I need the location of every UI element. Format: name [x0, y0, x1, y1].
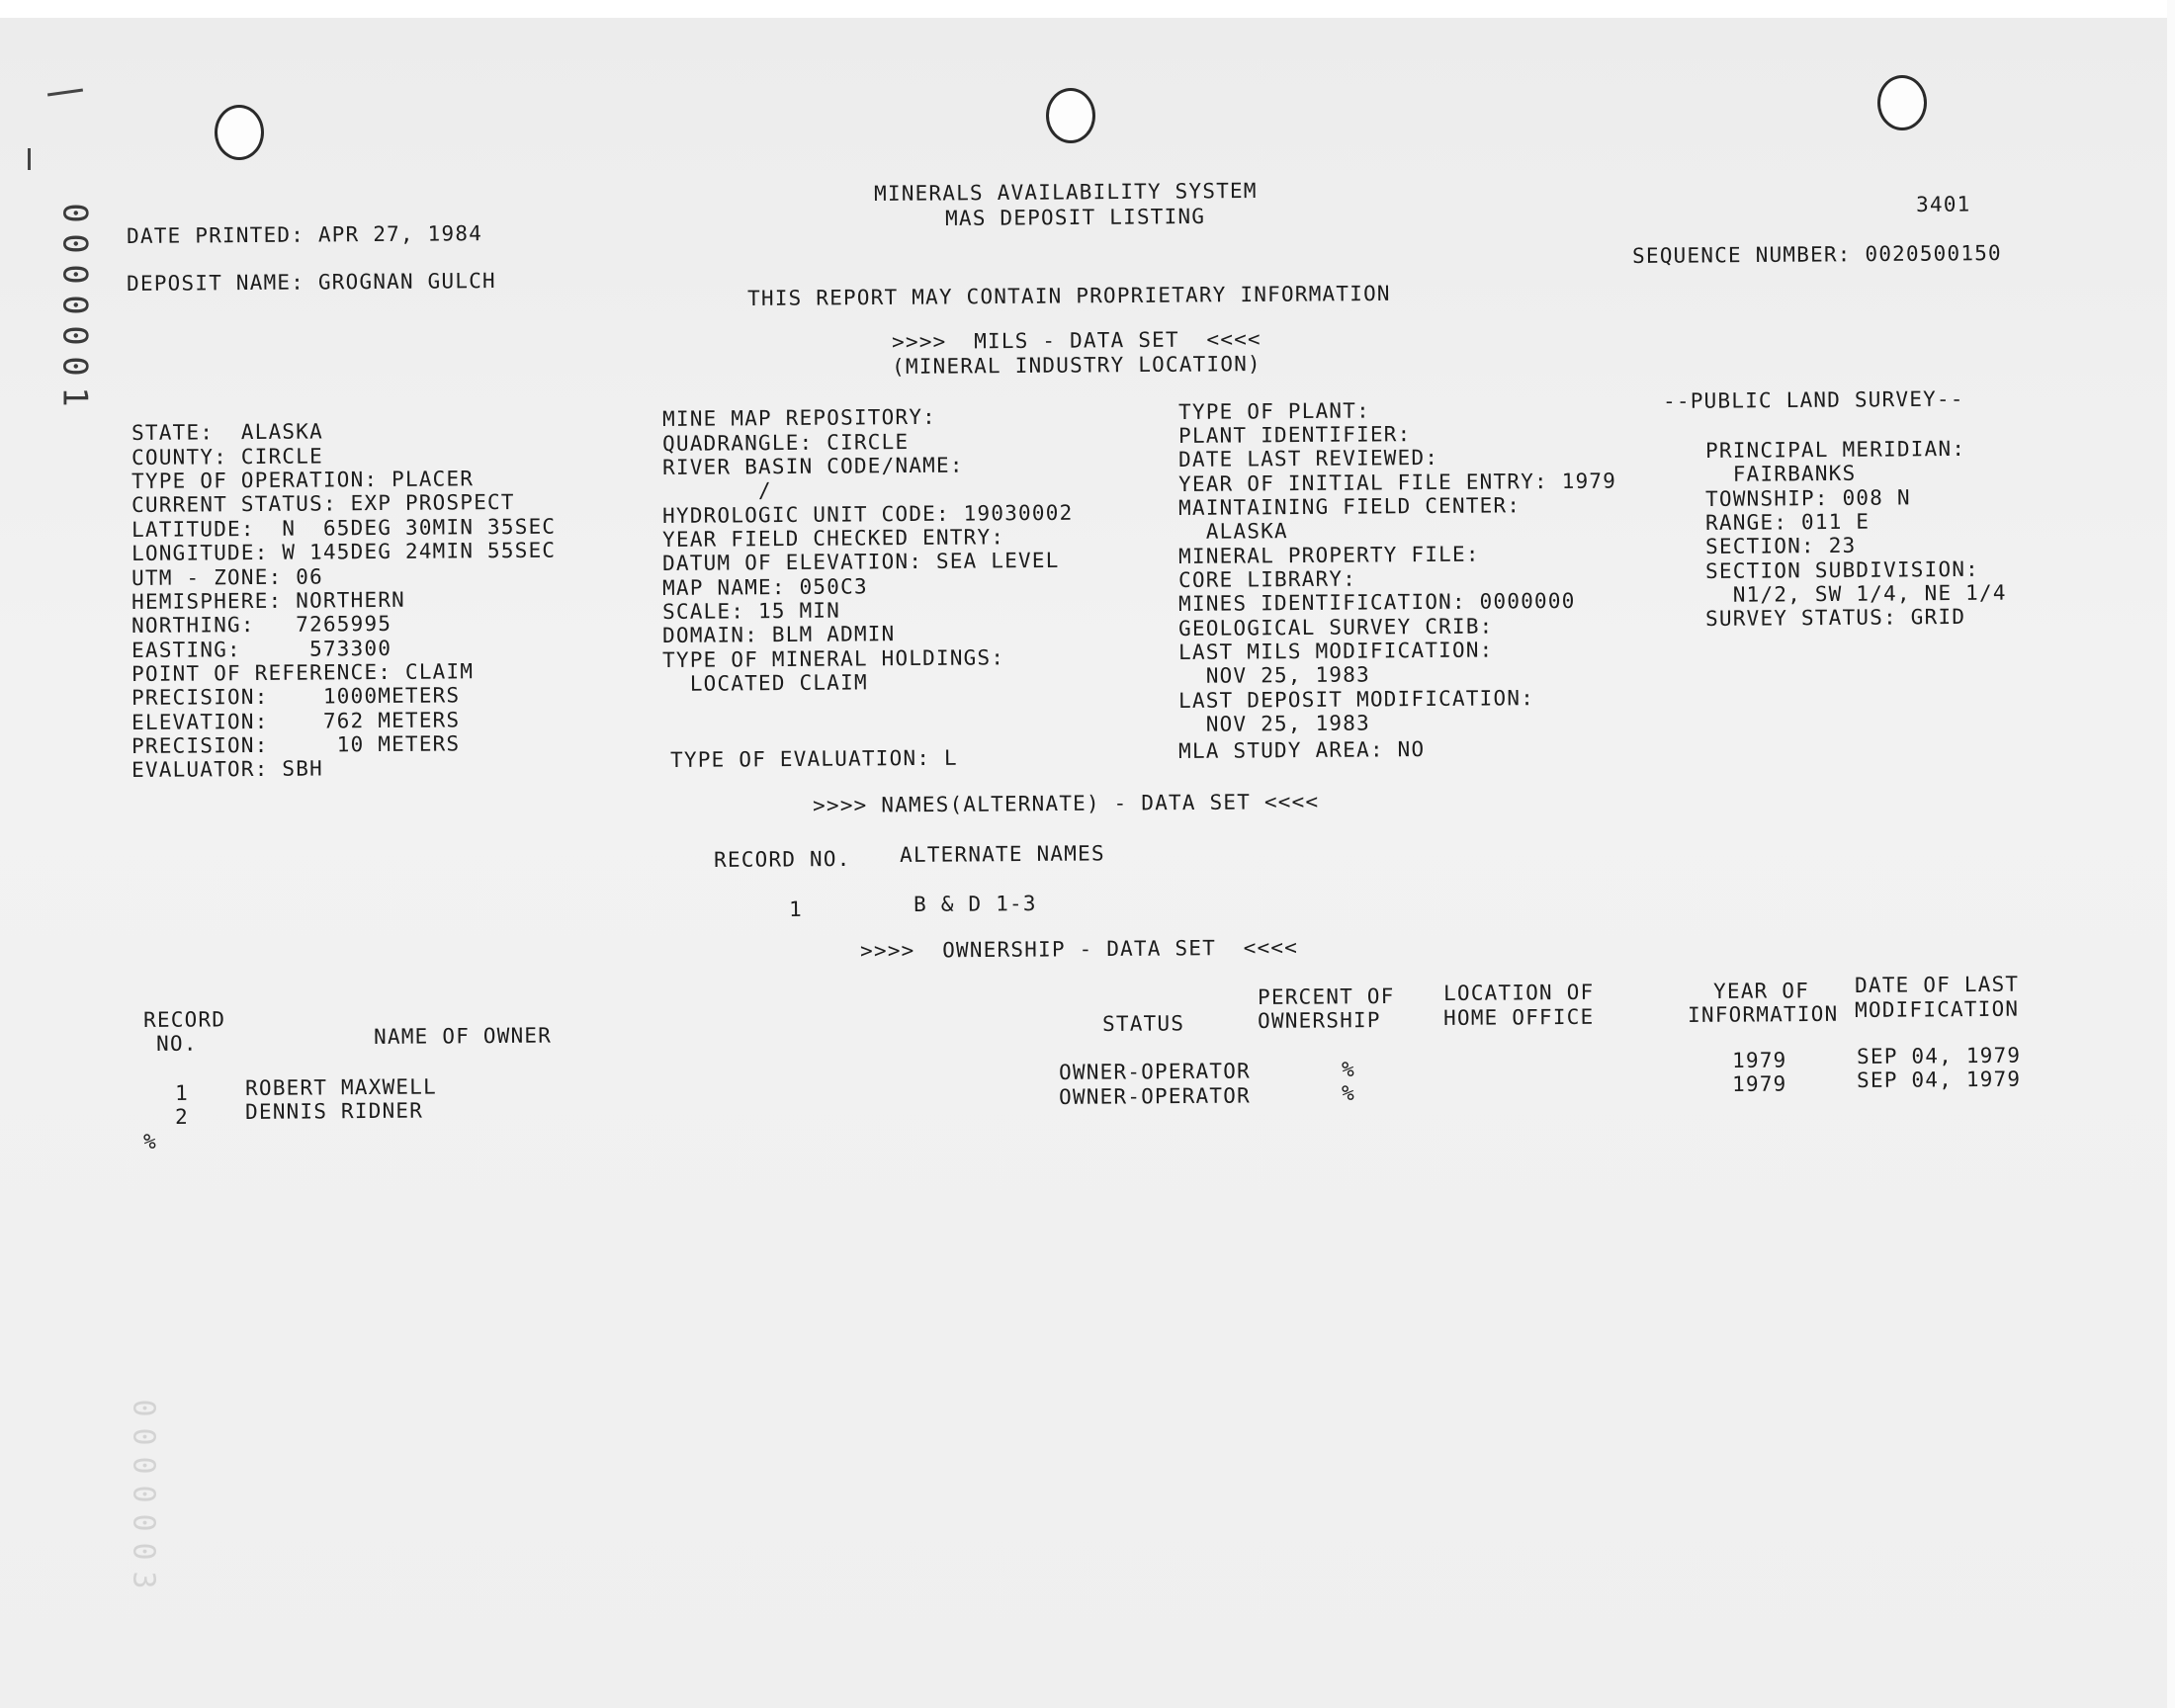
- mine-map-repository-field: MINE MAP REPOSITORY:: [662, 404, 937, 431]
- sequence-number: SEQUENCE NUMBER: 0020500150: [1632, 241, 2002, 268]
- point-of-reference-field: POINT OF REFERENCE: CLAIM: [131, 659, 475, 686]
- names-heading: >>>> NAMES(ALTERNATE) - DATA SET <<<<: [813, 789, 1320, 817]
- paper-top-edge: [0, 0, 2175, 18]
- owner-percent: %: [1342, 1057, 1356, 1081]
- owner-date: SEP 04, 1979: [1857, 1043, 2022, 1068]
- ownership-col-year-2: INFORMATION: [1688, 1001, 1839, 1027]
- margin-ghost-id: 0 0 0 0 0 0 3: [126, 1399, 161, 1589]
- scale-field: SCALE: 15 MIN: [662, 598, 841, 624]
- names-row-name: B & D 1-3: [914, 892, 1037, 916]
- county-field: COUNTY: CIRCLE: [131, 444, 323, 470]
- last-mils-modification-field: LAST MILS MODIFICATION:: [1178, 638, 1494, 664]
- principal-meridian-value: FAIRBANKS: [1705, 461, 1857, 486]
- hydrologic-unit-field: HYDROLOGIC UNIT CODE: 19030002: [662, 500, 1074, 528]
- section-subdivision-value: N1/2, SW 1/4, NE 1/4: [1705, 580, 2007, 607]
- names-col-alternate: ALTERNATE NAMES: [900, 841, 1105, 867]
- initial-file-entry-field: YEAR OF INITIAL FILE ENTRY: 1979: [1178, 469, 1617, 496]
- owner-status: OWNER-OPERATOR: [1059, 1083, 1251, 1109]
- page-number: 3401: [1916, 192, 1971, 216]
- current-status-field: CURRENT STATUS: EXP PROSPECT: [131, 489, 515, 517]
- survey-status-field: SURVEY STATUS: GRID: [1705, 604, 1966, 631]
- northing-field: NORTHING: 7265995: [131, 611, 392, 638]
- ownership-col-date-2: MODIFICATION: [1855, 996, 2020, 1022]
- mla-study-area-field: MLA STUDY AREA: NO: [1178, 737, 1426, 763]
- system-title: MINERALS AVAILABILITY SYSTEM: [874, 178, 1258, 206]
- river-basin-field: RIVER BASIN CODE/NAME:: [662, 453, 964, 479]
- proprietary-notice: THIS REPORT MAY CONTAIN PROPRIETARY INFORMATION: [747, 281, 1391, 310]
- owner-year: 1979: [1732, 1071, 1787, 1096]
- ownership-col-location-2: HOME OFFICE: [1443, 1004, 1595, 1030]
- ownership-col-year: YEAR OF: [1713, 979, 1810, 1003]
- domain-field: DOMAIN: BLM ADMIN: [662, 622, 896, 647]
- punch-hole-left: [215, 105, 264, 160]
- owner-date: SEP 04, 1979: [1857, 1067, 2022, 1092]
- ownership-col-date: DATE OF LAST: [1855, 972, 2020, 997]
- type-of-plant-field: TYPE OF PLANT:: [1178, 398, 1370, 424]
- utm-zone-field: UTM - ZONE: 06: [131, 564, 323, 590]
- mineral-holdings-field: TYPE OF MINERAL HOLDINGS:: [662, 645, 1005, 672]
- last-deposit-modification-value: NOV 25, 1983: [1178, 711, 1370, 736]
- easting-field: EASTING: 573300: [131, 636, 392, 662]
- names-col-record: RECORD NO.: [714, 846, 851, 872]
- listing-title: MAS DEPOSIT LISTING: [945, 204, 1206, 230]
- longitude-field: LONGITUDE: W 145DEG 24MIN 55SEC: [131, 538, 557, 565]
- mineral-property-file-field: MINERAL PROPERTY FILE:: [1178, 542, 1480, 568]
- ownership-col-location: LOCATION OF: [1443, 980, 1595, 1005]
- owner-record: 2: [175, 1104, 190, 1129]
- owner-name: DENNIS RIDNER: [245, 1098, 424, 1124]
- mils-subheading: (MINERAL INDUSTRY LOCATION): [892, 352, 1262, 379]
- owner-name: ROBERT MAXWELL: [245, 1074, 437, 1100]
- datum-of-elevation-field: DATUM OF ELEVATION: SEA LEVEL: [662, 548, 1060, 575]
- year-field-checked-field: YEAR FIELD CHECKED ENTRY:: [662, 525, 1005, 552]
- mines-identification-field: MINES IDENTIFICATION: 0000000: [1178, 588, 1576, 616]
- principal-meridian-field: PRINCIPAL MERIDIAN:: [1705, 436, 1966, 463]
- map-name-field: MAP NAME: 050C3: [662, 574, 868, 600]
- ownership-col-status: STATUS: [1102, 1011, 1185, 1036]
- deposit-name: DEPOSIT NAME: GROGNAN GULCH: [127, 269, 496, 296]
- section-subdivision-field: SECTION SUBDIVISION:: [1705, 556, 1980, 583]
- field-center-field: MAINTAINING FIELD CENTER:: [1178, 493, 1522, 520]
- range-field: RANGE: 011 E: [1705, 509, 1870, 535]
- type-of-evaluation-field: TYPE OF EVALUATION: L: [670, 745, 958, 772]
- ownership-col-record: RECORD: [143, 1007, 226, 1032]
- ownership-heading: >>>> OWNERSHIP - DATA SET <<<<: [860, 935, 1299, 963]
- owner-record: 1: [175, 1080, 190, 1105]
- last-mils-modification-value: NOV 25, 1983: [1178, 662, 1370, 688]
- hemisphere-field: HEMISPHERE: NORTHERN: [131, 587, 406, 614]
- operation-type-field: TYPE OF OPERATION: PLACER: [131, 467, 475, 493]
- quadrangle-field: QUADRANGLE: CIRCLE: [662, 430, 910, 456]
- mineral-holdings-value: LOCATED CLAIM: [662, 670, 868, 696]
- margin-frame-id: 0 0 0 0 0 0 1: [54, 203, 95, 407]
- plant-identifier-field: PLANT IDENTIFIER:: [1178, 422, 1412, 448]
- last-deposit-modification-field: LAST DEPOSIT MODIFICATION:: [1178, 686, 1535, 713]
- township-field: TOWNSHIP: 008 N: [1705, 485, 1911, 511]
- core-library-field: CORE LIBRARY:: [1178, 566, 1357, 592]
- evaluator-field: EVALUATOR: SBH: [131, 756, 323, 782]
- ownership-col-record-no: NO.: [156, 1031, 198, 1056]
- date-last-reviewed-field: DATE LAST REVIEWED:: [1178, 445, 1439, 471]
- latitude-field: LATITUDE: N 65DEG 30MIN 35SEC: [131, 514, 557, 542]
- ownership-col-name: NAME OF OWNER: [374, 1023, 553, 1049]
- public-land-survey-heading: --PUBLIC LAND SURVEY--: [1663, 386, 1964, 413]
- pen-tick: [28, 148, 31, 170]
- state-field: STATE: ALASKA: [131, 419, 323, 445]
- river-basin-value: /: [662, 478, 772, 503]
- ownership-col-percent: PERCENT OF: [1258, 983, 1395, 1009]
- mils-heading: >>>> MILS - DATA SET <<<<: [892, 327, 1262, 354]
- owner-percent: %: [1342, 1080, 1356, 1105]
- punch-hole-right: [1877, 75, 1927, 130]
- precision-field: PRECISION: 1000METERS: [131, 683, 461, 710]
- owner-status: OWNER-OPERATOR: [1059, 1059, 1251, 1084]
- section-field: SECTION: 23: [1705, 533, 1857, 558]
- elevation-precision-field: PRECISION: 10 METERS: [131, 731, 461, 758]
- survey-crib-field: GEOLOGICAL SURVEY CRIB:: [1178, 614, 1494, 640]
- pen-mark: [47, 89, 83, 97]
- elevation-field: ELEVATION: 762 METERS: [131, 708, 461, 734]
- field-center-value: ALASKA: [1178, 519, 1288, 544]
- date-printed: DATE PRINTED: APR 27, 1984: [127, 221, 483, 248]
- owner-year: 1979: [1732, 1048, 1787, 1072]
- punch-hole-center: [1046, 88, 1095, 143]
- ownership-col-percent-2: OWNERSHIP: [1258, 1008, 1381, 1033]
- paper-right-edge: [2167, 0, 2175, 1708]
- names-row-record: 1: [789, 897, 804, 921]
- ownership-trailing-percent: %: [143, 1129, 158, 1153]
